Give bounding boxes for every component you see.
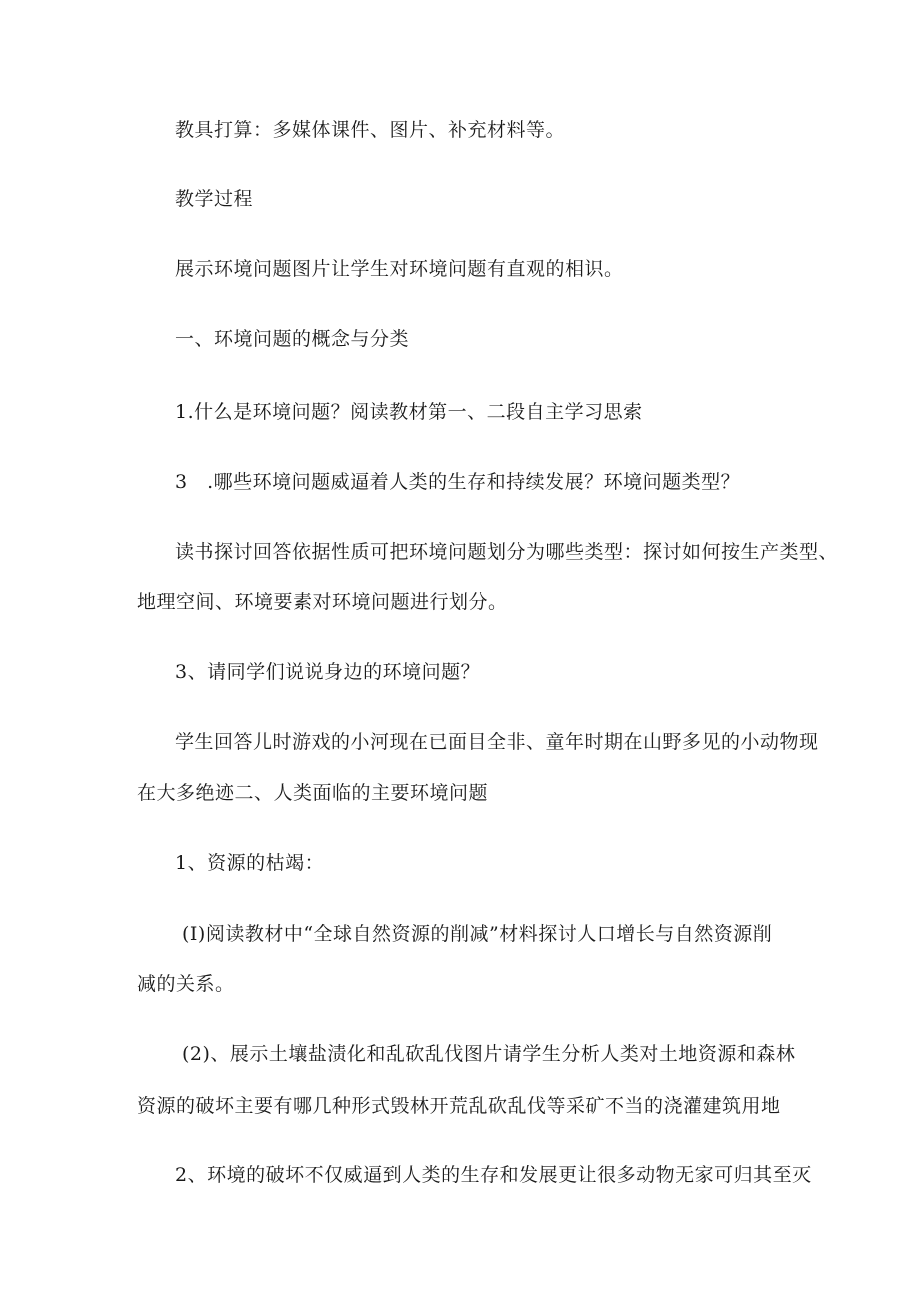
teaching-process-heading: 教学过程 bbox=[175, 188, 254, 210]
paragraph-line: 学生回答儿时游戏的小河现在已面目全非、童年时期在山野多见的小动物现 bbox=[175, 731, 819, 753]
paragraph-line: 3 .哪些环境问题威逼着人类的生存和持续发展？环境问题类型？ bbox=[175, 471, 741, 493]
teaching-aids-line: 教具打算：多媒体课件、图片、补充材料等。 bbox=[175, 119, 566, 141]
paragraph-line: 2、环境的破坏不仅威逼到人类的生存和发展更让很多动物无家可归其至灭 bbox=[175, 1164, 812, 1186]
paragraph-line: 1、资源的枯竭： bbox=[175, 852, 325, 874]
paragraph-line: (2)、展示土壤盐渍化和乱砍乱伐图片请学生分析人类对土地资源和森林 bbox=[182, 1043, 796, 1065]
paragraph-line: 地理空间、环境要素对环境问题进行划分。 bbox=[137, 591, 508, 613]
paragraph-line: 3、请同学们说说身边的环境问题？ bbox=[175, 661, 481, 683]
paragraph-line: 在大多绝迹二、人类面临的主要环境问题 bbox=[137, 782, 489, 804]
paragraph-line: 减的关系。 bbox=[137, 973, 235, 995]
paragraph-line: 1.什么是环境问题？阅读教材第一、二段自主学习思索 bbox=[175, 401, 643, 423]
paragraph-line: (I)阅读教材中“全球自然资源的削减”材料探讨人口增长与自然资源削 bbox=[182, 923, 773, 945]
paragraph-line: 展示环境问题图片让学生对环境问题有直观的相识。 bbox=[175, 258, 624, 280]
paragraph-line: 读书探讨回答依据性质可把环境问题划分为哪些类型：探讨如何按生产类型、 bbox=[175, 541, 839, 563]
paragraph-line: 资源的破坏主要有哪几种形式毁林开荒乱砍乱伐等采矿不当的浇灌建筑用地 bbox=[137, 1095, 781, 1117]
section-heading-1: 一、环境问题的概念与分类 bbox=[175, 328, 410, 350]
